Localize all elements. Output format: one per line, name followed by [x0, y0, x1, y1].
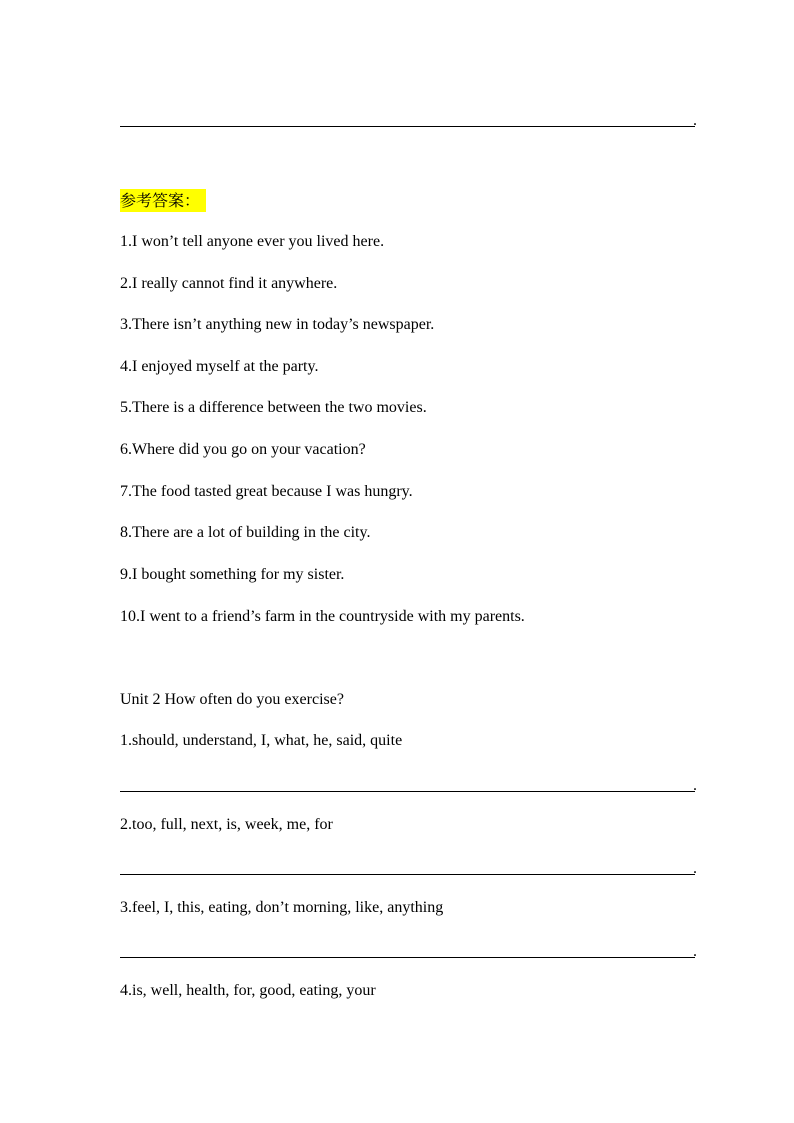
- answer-item: 7.The food tasted great because I was hungry.: [120, 483, 413, 500]
- answer-item: 1.I won’t tell anyone ever you lived here.: [120, 233, 385, 250]
- period-mark: .: [693, 860, 697, 877]
- question-prompt: 3.feel, I, this, eating, don’t morning, like, anything: [120, 899, 444, 916]
- answer-item: 10.I went to a friend’s farm in the countryside with my parents.: [120, 608, 525, 625]
- answer-blank-line[interactable]: [120, 957, 695, 958]
- period-mark: .: [693, 943, 697, 960]
- answer-item: 5.There is a difference between the two movies.: [120, 399, 427, 416]
- answer-item: 2.I really cannot find it anywhere.: [120, 275, 338, 292]
- unit-title: Unit 2 How often do you exercise?: [120, 691, 344, 708]
- question-prompt: 1.should, understand, I, what, he, said, quite: [120, 732, 403, 749]
- answer-blank-line[interactable]: [120, 126, 695, 127]
- question-prompt: 4.is, well, health, for, good, eating, your: [120, 982, 376, 999]
- answer-item: 4.I enjoyed myself at the party.: [120, 358, 319, 375]
- answer-key-heading: [120, 191, 206, 212]
- answer-key-heading-text: 参考答案：: [120, 189, 206, 212]
- answer-item: 6.Where did you go on your vacation?: [120, 441, 366, 458]
- answer-item: 9.I bought something for my sister.: [120, 566, 345, 583]
- period-mark: .: [693, 112, 697, 129]
- answer-blank-line[interactable]: [120, 874, 695, 875]
- answer-item: 8.There are a lot of building in the city.: [120, 524, 371, 541]
- answer-blank-line[interactable]: [120, 791, 695, 792]
- period-mark: .: [693, 777, 697, 794]
- answer-item: 3.There isn’t anything new in today’s newspaper.: [120, 316, 435, 333]
- question-prompt: 2.too, full, next, is, week, me, for: [120, 816, 333, 833]
